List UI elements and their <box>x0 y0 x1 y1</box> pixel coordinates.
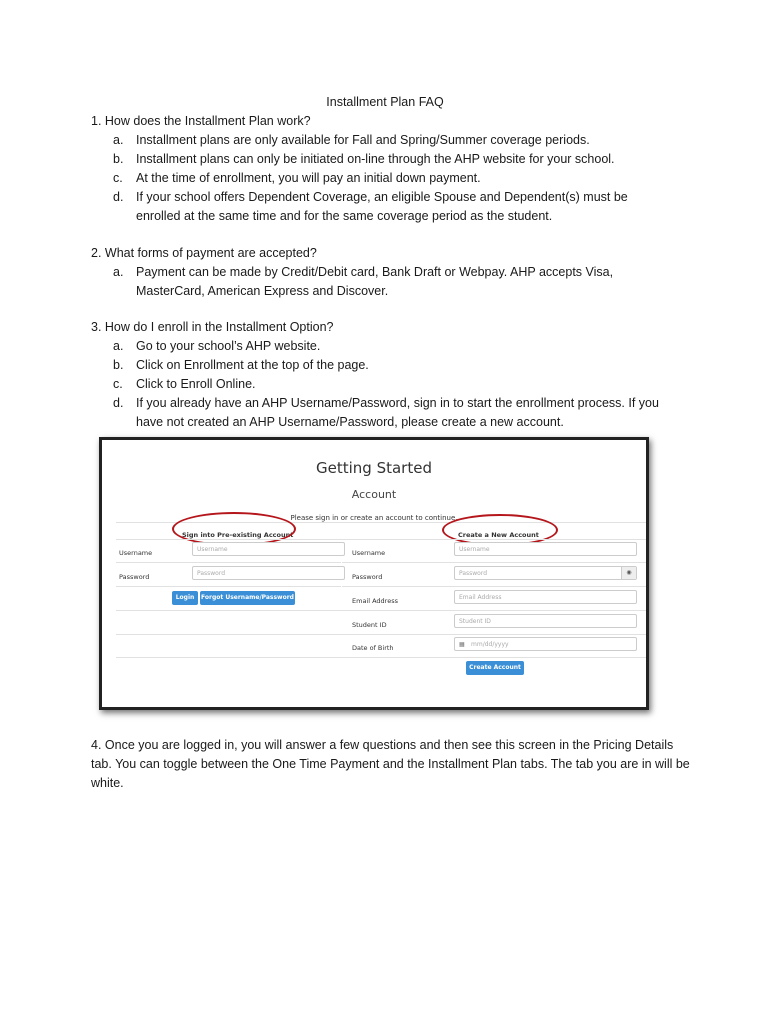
password-input[interactable]: Password <box>192 566 345 580</box>
login-button[interactable]: Login <box>172 591 198 605</box>
item-text: If your school offers Dependent Coverage, an eligible Spouse and Dependent(s) must be enrolled at the same time and for the same coverage period as the student. <box>136 190 628 223</box>
username-label: Username <box>119 549 153 557</box>
getting-started-screenshot <box>99 437 649 710</box>
account-subtitle: Account <box>351 488 397 501</box>
create-account-heading: Create a New Account <box>458 531 539 539</box>
q3-answer-c <box>113 375 673 393</box>
item-text: Payment can be made by Credit/Debit card, Bank Draft or Webpay. AHP accepts Visa, MasterCard, American Express and Discover. <box>136 265 614 298</box>
q1-answer-c <box>113 169 673 187</box>
forgot-credentials-button[interactable]: Forgot Username/Password <box>200 591 295 605</box>
q1-answer-a <box>113 131 673 149</box>
student-id-label: Student ID <box>352 621 387 629</box>
new-password-placeholder: Password <box>459 570 488 577</box>
item-letter: c. <box>113 171 123 185</box>
divider <box>342 562 646 563</box>
question-2: 2. What forms of payment are accepted? <box>91 246 317 260</box>
item-letter: b. <box>113 358 124 372</box>
divider <box>116 634 646 635</box>
sign-in-instruction: Please sign in or create an account to continue. <box>290 514 458 522</box>
divider <box>116 586 341 587</box>
q1-answer-d <box>113 188 643 226</box>
sign-in-heading: Sign into Pre-existing Account <box>182 531 294 539</box>
q3-answer-a <box>113 337 673 355</box>
new-password-input[interactable] <box>454 566 637 580</box>
divider <box>116 610 646 611</box>
q2-answer-a <box>113 263 643 301</box>
password-label: Password <box>119 573 150 581</box>
question-1: 1. How does the Installment Plan work? <box>91 114 311 128</box>
divider <box>342 586 646 587</box>
student-id-input[interactable]: Student ID <box>454 614 637 628</box>
question-4-paragraph: 4. Once you are logged in, you will answer a few questions and then see this screen in the Pricing Details tab. You can toggle between the One Time Payment and the Installment Plan tabs. The tab you are in will be white. <box>91 738 690 790</box>
item-text: Click on Enrollment at the top of the page. <box>136 358 369 372</box>
item-text: Click to Enroll Online. <box>136 377 256 391</box>
new-password-label: Password <box>352 573 383 581</box>
question-3: 3. How do I enroll in the Installment Option? <box>91 320 334 334</box>
show-password-icon[interactable]: ◉ <box>621 567 636 579</box>
email-input[interactable]: Email Address <box>454 590 637 604</box>
highlight-oval-sign-in <box>172 512 296 546</box>
create-account-button[interactable]: Create Account <box>466 661 524 675</box>
item-text: Installment plans can only be initiated on-line through the AHP website for your school. <box>136 152 615 166</box>
divider <box>116 657 646 658</box>
new-username-label: Username <box>352 549 386 557</box>
divider <box>116 562 341 563</box>
item-letter: a. <box>113 133 124 147</box>
getting-started-title: Getting Started <box>316 459 432 477</box>
item-text: If you already have an AHP Username/Password, sign in to start the enrollment process. If you have not created an AHP Username/Password, please create a new account. <box>136 396 659 429</box>
q1-answer-b <box>113 150 673 168</box>
q3-answer-b <box>113 356 673 374</box>
email-label: Email Address <box>352 597 398 605</box>
item-text: Installment plans are only available for Fall and Spring/Summer coverage periods. <box>136 133 590 147</box>
divider <box>116 539 646 540</box>
q3-answer-d <box>113 394 673 432</box>
new-username-input[interactable]: Username <box>454 542 637 556</box>
dob-placeholder: mm/dd/yyyy <box>471 641 509 648</box>
item-letter: d. <box>113 190 124 204</box>
dob-input[interactable] <box>454 637 637 651</box>
item-letter: c. <box>113 377 123 391</box>
calendar-icon: ▦ <box>459 641 465 648</box>
item-letter: a. <box>113 339 124 353</box>
document-title: Installment Plan FAQ <box>326 95 444 109</box>
item-text: Go to your school’s AHP website. <box>136 339 321 353</box>
item-letter: d. <box>113 396 124 410</box>
item-letter: a. <box>113 265 124 279</box>
username-input[interactable]: Username <box>192 542 345 556</box>
item-text: At the time of enrollment, you will pay an initial down payment. <box>136 171 481 185</box>
item-letter: b. <box>113 152 124 166</box>
dob-label: Date of Birth <box>352 644 394 652</box>
